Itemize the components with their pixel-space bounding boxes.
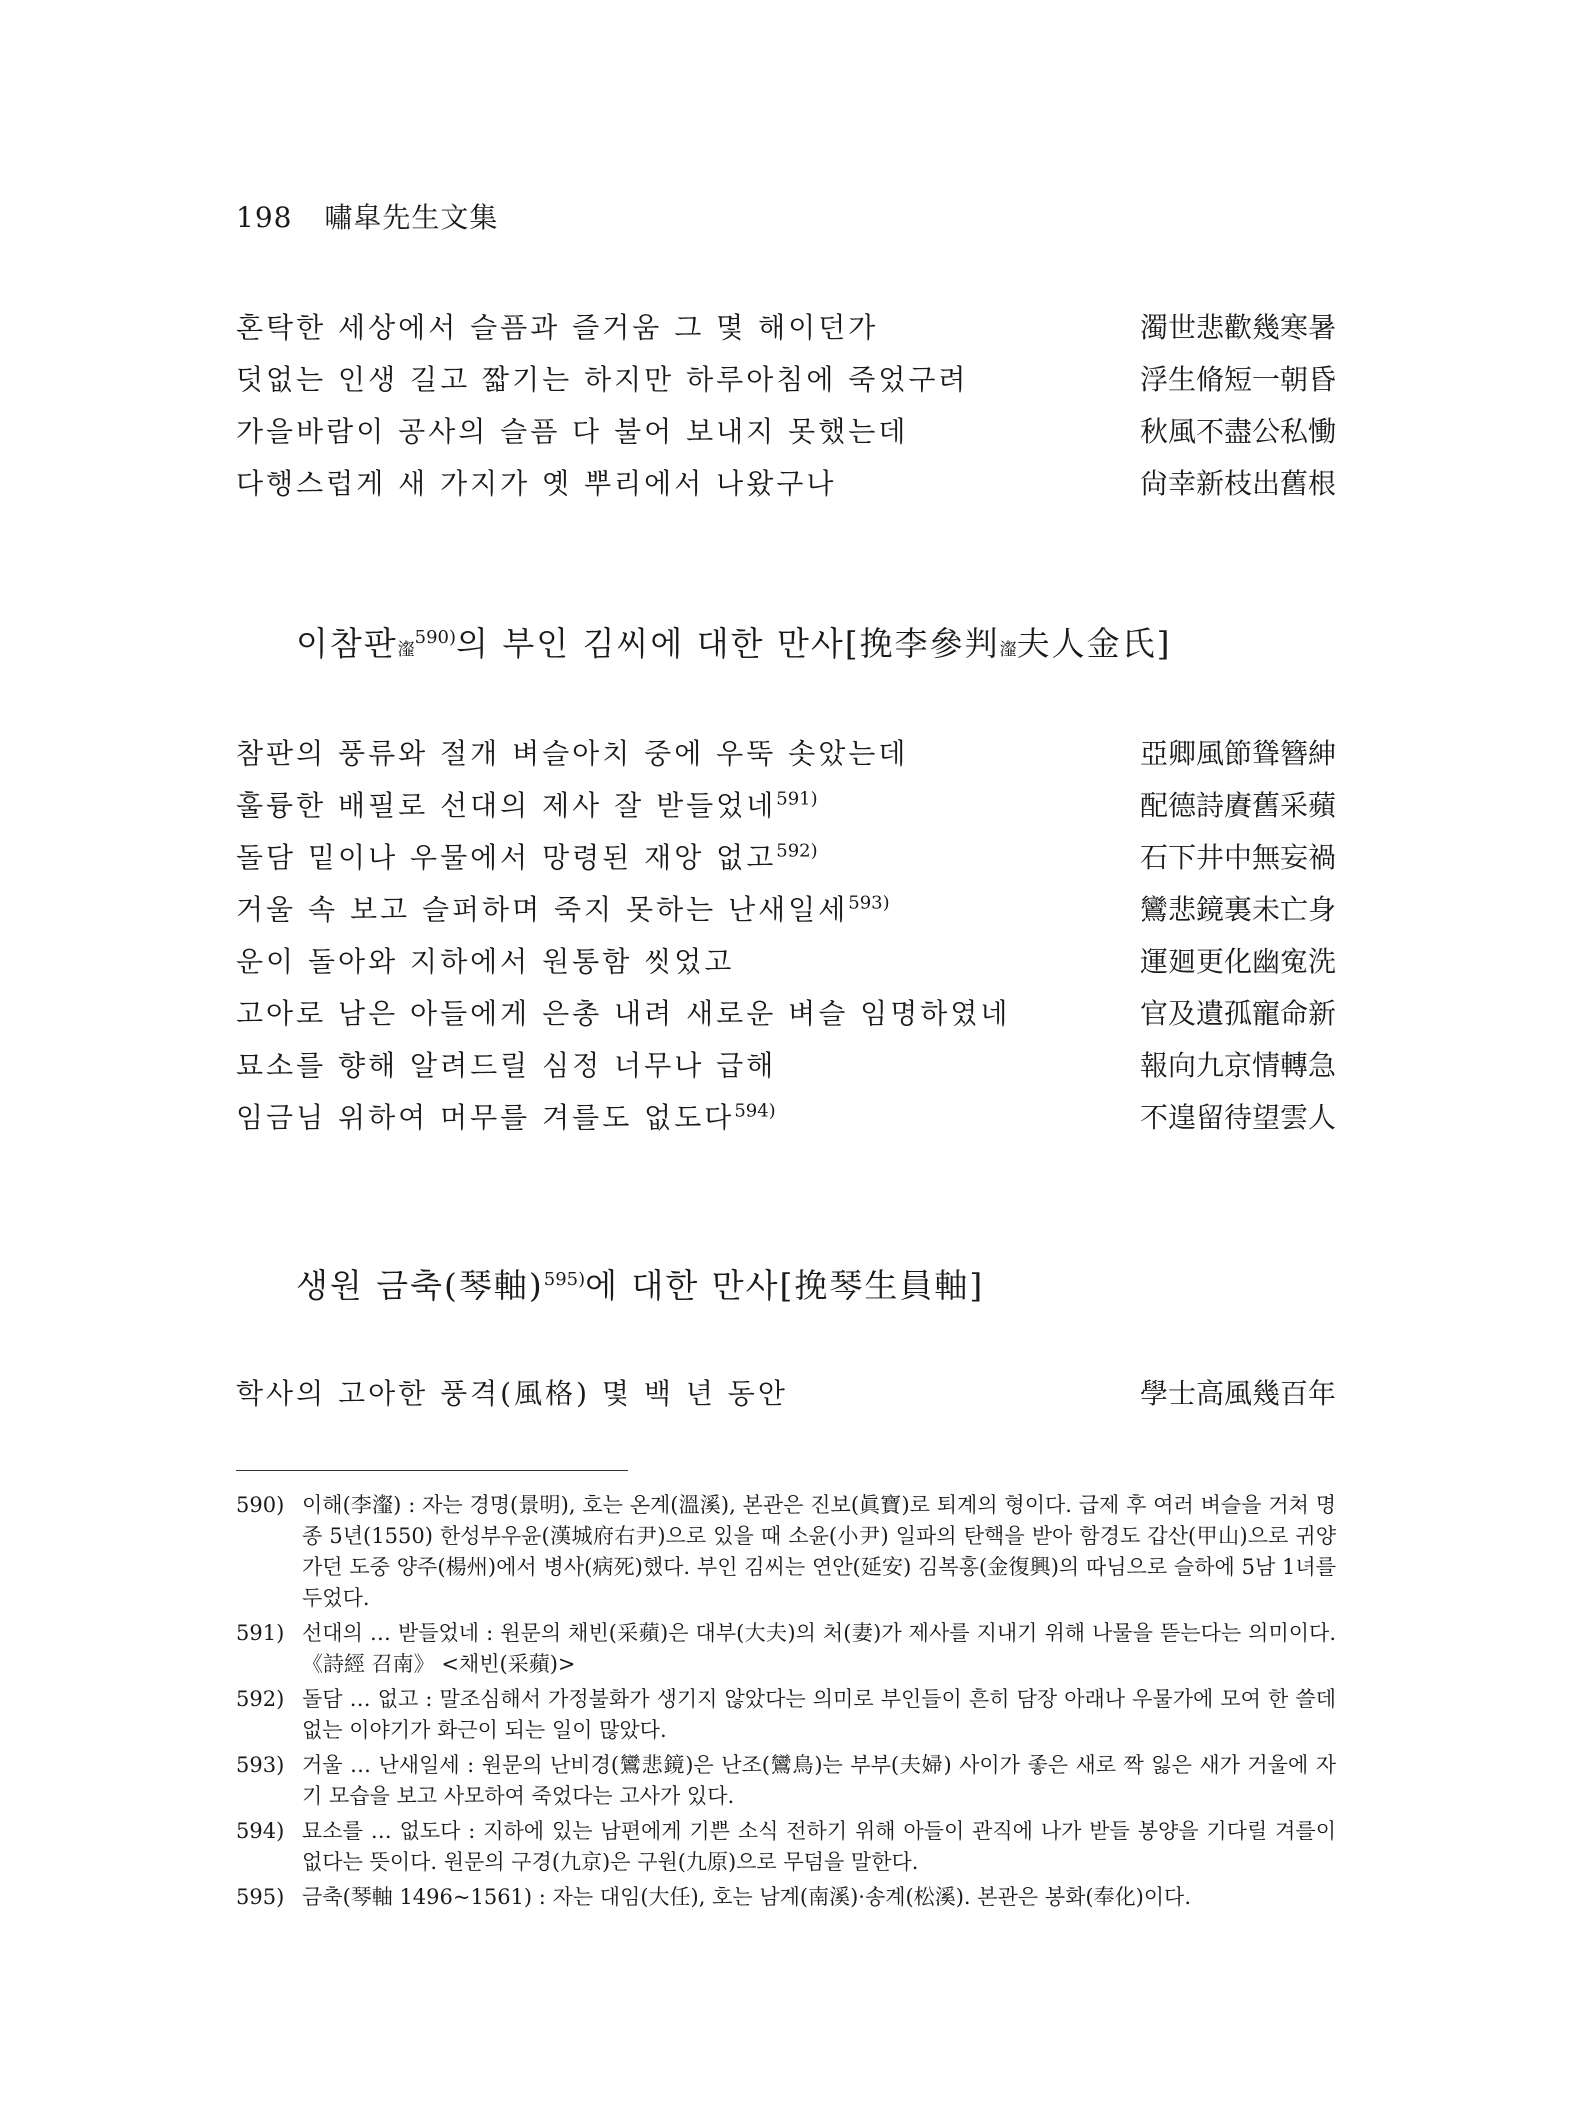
footnote <box>236 1816 1336 1878</box>
chinese-line: 濁世悲歡幾寒暑 <box>1139 311 1336 344</box>
footnote-ref: 590) <box>414 627 457 648</box>
footnote <box>236 1490 1336 1614</box>
footnotes <box>236 1490 1336 1917</box>
korean-line: 가을바람이 공사의 슬픔 다 불어 보내지 못했는데 <box>236 415 909 448</box>
footnote-ref: 591) <box>776 788 818 810</box>
footnote-text: 이해(李瀣) : 자는 경명(景明), 호는 온계(溫溪), 본관은 진보(眞寶)로 퇴계의 형이다. 급제 후 여러 벼슬을 거쳐 명종 5년(1550) 한성부우윤(漢城府右尹)으로 있을 때 소윤(小尹) 일파의 탄핵을 받아 함경도 갑산(甲山)으로 귀양 가던 도중 양주(楊州)에서 병사(病死)했다. 부인 김씨는 연안(延安) 김복홍(金復興)의 따님으로 슬하에 5남 1녀를 두었다. <box>302 1493 1336 1610</box>
poem-line <box>236 992 1336 1044</box>
korean-line: 혼탁한 세상에서 슬픔과 즐거움 그 몇 해이던가 <box>236 311 879 344</box>
korean-line: 묘소를 향해 알려드릴 심정 너무나 급해 <box>236 1049 777 1082</box>
korean-line: 임금님 위하여 머무를 겨를도 없도다 <box>236 1101 735 1134</box>
poem-3 <box>236 1372 1336 1424</box>
chinese-line: 浮生脩短一朝昏 <box>1139 363 1336 396</box>
chinese-line: 秋風不盡公私慟 <box>1139 415 1336 448</box>
footnote <box>236 1882 1336 1913</box>
footnote-text: 선대의 … 받들었네 : 원문의 채빈(采蘋)은 대부(大夫)의 처(妻)가 제사를 지내기 위해 나물을 뜯는다는 의미이다. 《詩經 召南》 <채빈(采蘋)> <box>302 1621 1336 1676</box>
korean-line: 덧없는 인생 길고 짧기는 하지만 하루아침에 죽었구려 <box>236 363 969 396</box>
footnote <box>236 1750 1336 1812</box>
poem-line <box>236 888 1336 940</box>
poem-line <box>236 1044 1336 1096</box>
chinese-line: 不遑留待望雲人 <box>1139 1101 1336 1134</box>
chinese-line: 尙幸新枝出舊根 <box>1139 467 1336 500</box>
footnote-divider <box>236 1470 628 1471</box>
section-title-3: 생원 금축(琴軸)$^{595)}$에 대한 만사[挽琴生員軸] <box>296 1266 985 1305</box>
poem-line <box>236 462 1336 514</box>
chinese-line: 鸞悲鏡裏未亡身 <box>1139 893 1336 926</box>
poem-line <box>236 940 1336 992</box>
poem-line <box>236 410 1336 462</box>
footnote-number: 590) <box>236 1493 285 1517</box>
footnote-number: 593) <box>236 1753 285 1777</box>
korean-line: 거울 속 보고 슬퍼하며 죽지 못하는 난새일세 <box>236 893 849 926</box>
book-title: 嘯皐先生文集 <box>324 201 499 234</box>
poem-line <box>236 732 1336 784</box>
poem-2 <box>236 732 1336 1148</box>
korean-line: 돌담 밑이나 우물에서 망령된 재앙 없고 <box>236 841 777 874</box>
footnote-number: 594) <box>236 1819 285 1843</box>
footnote-number: 591) <box>236 1621 285 1645</box>
korean-line: 훌륭한 배필로 선대의 제사 잘 받들었네 <box>236 789 777 822</box>
footnote-text: 묘소를 … 없도다 : 지하에 있는 남편에게 기쁜 소식 전하기 위해 아들이 관직에 나가 받들 봉양을 기다릴 겨를이 없다는 뜻이다. 원문의 구경(九京)은 구원(九原)으로 무덤을 말한다. <box>302 1819 1336 1874</box>
page-number: 198 <box>236 201 293 234</box>
chinese-line: 石下井中無妄禍 <box>1139 841 1336 874</box>
korean-line: 참판의 풍류와 절개 벼슬아치 중에 우뚝 솟았는데 <box>236 737 909 770</box>
section-title-2: 이참판瀣$^{590)}$의 부인 김씨에 대한 만사[挽李參判瀣夫人金氏] <box>296 624 1172 663</box>
chinese-line: 官及遺孤寵命新 <box>1139 997 1336 1030</box>
footnote-text: 거울 … 난새일세 : 원문의 난비경(鸞悲鏡)은 난조(鸞鳥)는 부부(夫婦) 사이가 좋은 새로 짝 잃은 새가 거울에 자기 모습을 보고 사모하여 죽었다는 고사가 있다. <box>302 1753 1336 1808</box>
footnote-ref: 592) <box>776 840 818 862</box>
chinese-line: 學士高風幾百年 <box>1139 1377 1336 1410</box>
poem-line <box>236 1372 1336 1424</box>
running-head <box>236 196 498 236</box>
poem-line <box>236 836 1336 888</box>
poem-1 <box>236 306 1336 514</box>
footnote-number: 592) <box>236 1687 285 1711</box>
footnote-ref: 593) <box>848 892 890 914</box>
footnote-text: 금축(琴軸 1496~1561) : 자는 대임(大任), 호는 남계(南溪)·송계(松溪). 본관은 봉화(奉化)이다. <box>302 1885 1192 1909</box>
footnote <box>236 1684 1336 1746</box>
chinese-line: 亞卿風節聳簪紳 <box>1139 737 1336 770</box>
korean-line: 고아로 남은 아들에게 은총 내려 새로운 벼슬 임명하였네 <box>236 997 1011 1030</box>
poem-line <box>236 1096 1336 1148</box>
footnote-ref: 595) <box>543 1269 586 1290</box>
chinese-line: 報向九京情轉急 <box>1139 1049 1336 1082</box>
chinese-line: 運廻更化幽寃洗 <box>1139 945 1336 978</box>
footnote-number: 595) <box>236 1885 285 1909</box>
footnote-ref: 594) <box>734 1100 776 1122</box>
korean-line: 학사의 고아한 풍격(風格) 몇 백 년 동안 <box>236 1377 788 1410</box>
korean-line: 운이 돌아와 지하에서 원통함 씻었고 <box>236 945 735 978</box>
footnote-text: 돌담 … 없고 : 말조심해서 가정불화가 생기지 않았다는 의미로 부인들이 흔히 담장 아래나 우물가에 모여 한 쓸데없는 이야기가 화근이 되는 일이 많았다. <box>302 1687 1336 1742</box>
poem-line <box>236 358 1336 410</box>
chinese-line: 配德詩賡舊采蘋 <box>1139 789 1336 822</box>
footnote <box>236 1618 1336 1680</box>
korean-line: 다행스럽게 새 가지가 옛 뿌리에서 나왔구나 <box>236 467 837 500</box>
poem-line <box>236 306 1336 358</box>
poem-line <box>236 784 1336 836</box>
